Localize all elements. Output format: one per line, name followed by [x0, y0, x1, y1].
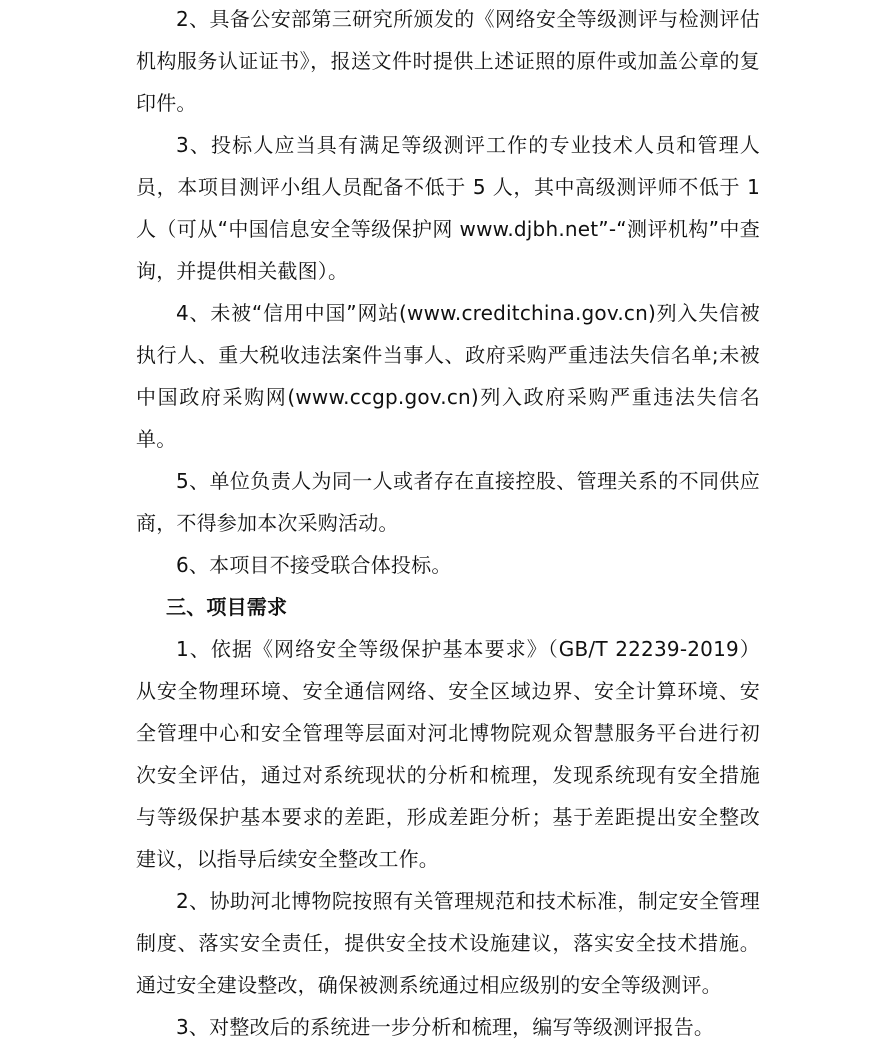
- document-body: [136, 0, 760, 1048]
- paragraph-item-5-relation: 5、单位负责人为同一人或者存在直接控股、管理关系的不同供应商，不得参加本次采购活动。: [136, 469, 760, 535]
- paragraph-item-2-certificate: 2、具备公安部第三研究所颁发的《网络安全等级测评与检测评估机构服务认证证书》，报送文件时提供上述证照的原件或加盖公章的复印件。: [136, 7, 760, 115]
- paragraph-item-3-staff: 3、投标人应当具有满足等级测评工作的专业技术人员和管理人员，本项目测评小组人员配备不低于 5 人，其中高级测评师不低于 1 人（可从“中国信息安全等级保护网 www.djbh.net”-“测评机构”中查询，并提供相关截图）。: [136, 133, 760, 283]
- paragraph-item-4-credit: 4、未被“信用中国”网站(www.creditchina.gov.cn)列入失信被执行人、重大税收违法案件当事人、政府采购严重违法失信名单;未被中国政府采购网(www.ccgp.gov.cn)列入政府采购严重违法失信名单。: [136, 301, 760, 451]
- paragraph-requirement-2: 2、协助河北博物院按照有关管理规范和技术标准，制定安全管理制度、落实安全责任，提供安全技术设施建议，落实安全技术措施。通过安全建设整改，确保被测系统通过相应级别的安全等级测评。: [136, 889, 760, 997]
- section-heading-project-requirements: 三、项目需求: [166, 595, 288, 619]
- paragraph-item-6-consortium: 6、本项目不接受联合体投标。: [176, 553, 452, 577]
- paragraph-requirement-1: 1、依据《网络安全等级保护基本要求》（GB/T 22239-2019）从安全物理环境、安全通信网络、安全区域边界、安全计算环境、安全管理中心和安全管理等层面对河北博物院观众智慧服务平台进行初次安全评估，通过对系统现状的分析和梳理，发现系统现有安全措施与等级保护基本要求的差距，形成差距分析；基于差距提出安全整改建议，以指导后续安全整改工作。: [136, 637, 760, 871]
- paragraph-requirement-3: 3、对整改后的系统进一步分析和梳理，编写等级测评报告。: [176, 1015, 715, 1039]
